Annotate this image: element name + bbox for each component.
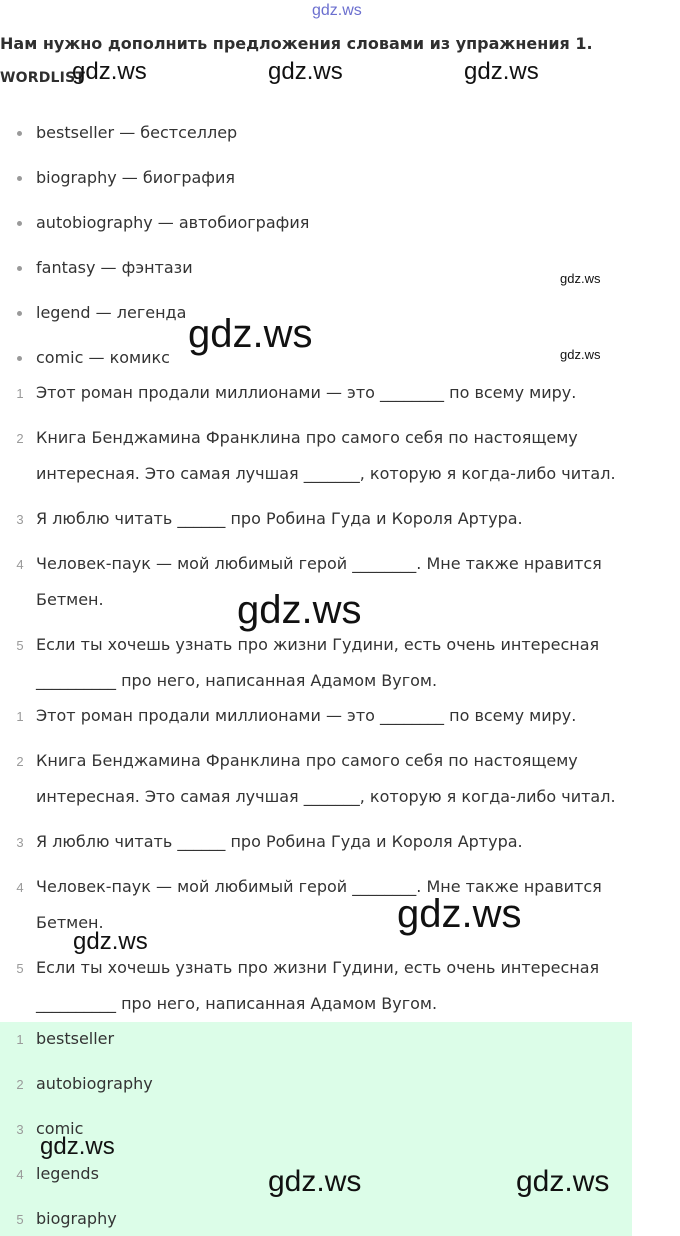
sentence-line: Я люблю читать ______ про Робина Гуда и Короля Артура. — [36, 509, 523, 528]
watermark: gdz.ws — [40, 1133, 115, 1160]
answer-number: 1 — [16, 1032, 24, 1047]
item-number: 5 — [16, 638, 24, 653]
watermark: gdz.ws — [73, 928, 148, 955]
bullet-icon — [17, 356, 22, 361]
watermark: gdz.ws — [268, 1165, 362, 1198]
wordlist-item: fantasy — фэнтази — [36, 258, 193, 277]
sentence-line: Если ты хочешь узнать про жизни Гудини, есть очень интересная — [36, 635, 600, 654]
sentence-line: интересная. Это самая лучшая _______, которую я когда-либо читал. — [36, 787, 616, 806]
wordlist-item: biography — биография — [36, 168, 235, 187]
sentence-line: Бетмен. — [36, 913, 104, 932]
sentence-line: Человек-паук — мой любимый герой ________. Мне также нравится — [36, 877, 602, 896]
intro-text: Нам нужно дополнить предложения словами из упражнения 1. — [0, 34, 593, 53]
sentence-line: Человек-паук — мой любимый герой ________. Мне также нравится — [36, 554, 602, 573]
item-number: 3 — [16, 835, 24, 850]
watermark: gdz.ws — [237, 588, 362, 632]
sentence-line: Если ты хочешь узнать про жизни Гудини, есть очень интересная — [36, 958, 600, 977]
answer-item: autobiography — [36, 1074, 153, 1093]
watermark: gdz.ws — [72, 58, 147, 85]
item-number: 4 — [16, 557, 24, 572]
item-number: 2 — [16, 431, 24, 446]
bullet-icon — [17, 131, 22, 136]
item-number: 2 — [16, 754, 24, 769]
answer-number: 2 — [16, 1077, 24, 1092]
sentence-line: Книга Бенджамина Франклина про самого себя по настоящему — [36, 428, 578, 447]
item-number: 4 — [16, 880, 24, 895]
sentence-line: Бетмен. — [36, 590, 104, 609]
wordlist-item: autobiography — автобиография — [36, 213, 310, 232]
answer-number: 4 — [16, 1167, 24, 1182]
bullet-icon — [17, 176, 22, 181]
answer-number: 5 — [16, 1212, 24, 1227]
watermark: gdz.ws — [397, 892, 522, 936]
bullet-icon — [17, 266, 22, 271]
watermark: gdz.ws — [516, 1165, 610, 1198]
wordlist-item: bestseller — бестселлер — [36, 123, 238, 142]
header-watermark: gdz.ws — [312, 2, 362, 19]
answer-item: legends — [36, 1164, 99, 1183]
sentence-line: Я люблю читать ______ про Робина Гуда и Короля Артура. — [36, 832, 523, 851]
answer-item: bestseller — [36, 1029, 115, 1048]
watermark: gdz.ws — [560, 347, 601, 362]
sentence-line: Этот роман продали миллионами — это ________ по всему миру. — [36, 383, 577, 402]
watermark: gdz.ws — [464, 58, 539, 85]
watermark: gdz.ws — [268, 58, 343, 85]
answer-number: 3 — [16, 1122, 24, 1137]
watermark: gdz.ws — [188, 312, 313, 356]
answer-item: comic — [36, 1119, 84, 1138]
item-number: 1 — [16, 386, 24, 401]
sentence-line: __________ про него, написанная Адамом Вугом. — [36, 994, 438, 1013]
answer-item: biography — [36, 1209, 117, 1228]
wordlist-item: comic — комикс — [36, 348, 170, 367]
answers-panel — [0, 1022, 632, 1236]
bullet-icon — [17, 311, 22, 316]
item-number: 3 — [16, 512, 24, 527]
wordlist-item: legend — легенда — [36, 303, 187, 322]
wordlist-heading: WORDLIST — [0, 70, 86, 86]
sentence-line: интересная. Это самая лучшая _______, которую я когда-либо читал. — [36, 464, 616, 483]
sentence-line: __________ про него, написанная Адамом Вугом. — [36, 671, 438, 690]
sentence-line: Этот роман продали миллионами — это ________ по всему миру. — [36, 706, 577, 725]
item-number: 1 — [16, 709, 24, 724]
item-number: 5 — [16, 961, 24, 976]
sentence-line: Книга Бенджамина Франклина про самого себя по настоящему — [36, 751, 578, 770]
watermark: gdz.ws — [560, 271, 601, 286]
bullet-icon — [17, 221, 22, 226]
